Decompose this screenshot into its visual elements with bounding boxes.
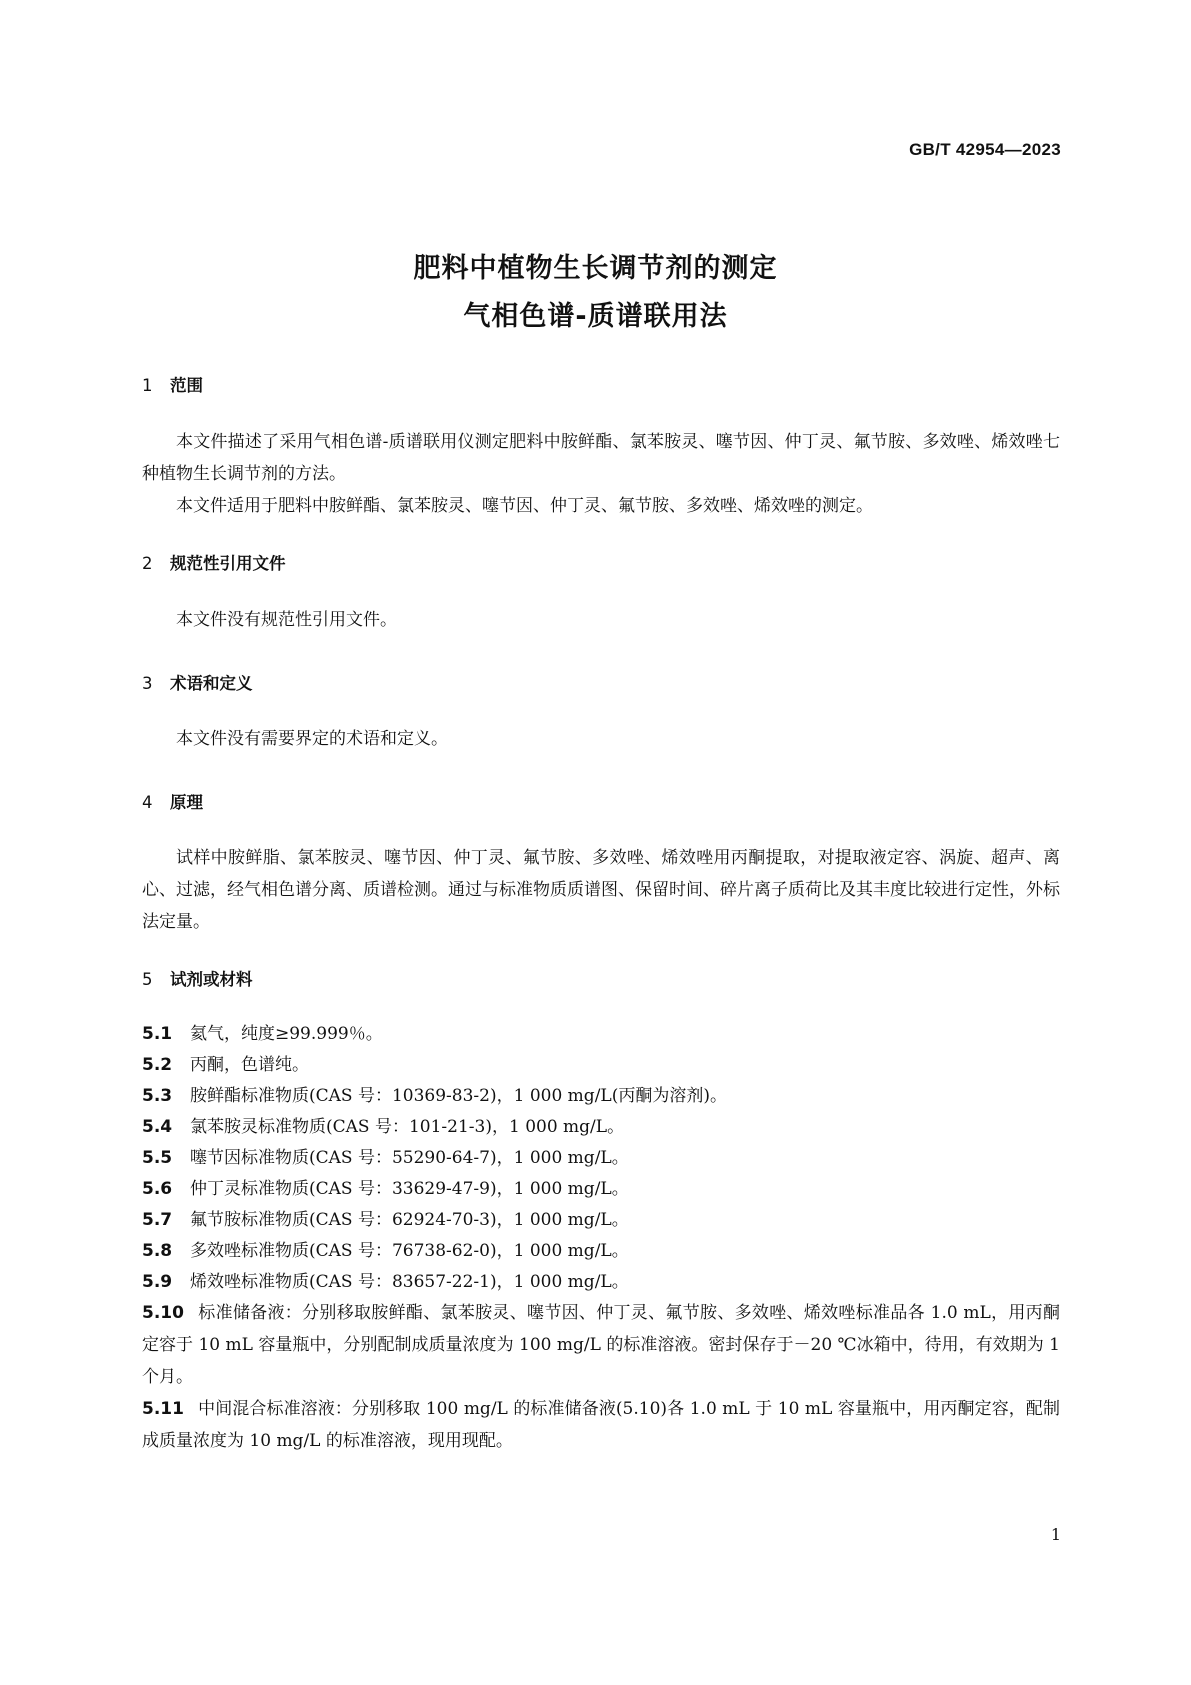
item-text: 氯苯胺灵标准物质(CAS 号：101-21-3)，1 000 mg/L。: [190, 1117, 625, 1137]
list-item: [142, 1235, 1060, 1267]
list-item: [142, 1204, 1060, 1236]
item-text: 噻节因标准物质(CAS 号：55290-64-7)，1 000 mg/L。: [190, 1148, 629, 1168]
section-title: 规范性引用文件: [170, 554, 286, 573]
item-number: 5.2: [142, 1055, 173, 1075]
item-number: 5.11: [142, 1399, 184, 1419]
section-heading-reagents: [142, 966, 253, 990]
item-number: 5.9: [142, 1272, 173, 1292]
item-number: 5.1: [142, 1024, 173, 1044]
paragraph: 本文件没有规范性引用文件。: [176, 610, 397, 630]
item-text: 标准储备液：分别移取胺鲜酯、氯苯胺灵、噻节因、仲丁灵、氟节胺、多效唑、烯效唑标准品各 1.0 mL，用丙酮定容于 10 mL 容量瓶中，分别配制成质量浓度为 100 mg/L 的标准溶液。密封保存于－20 ℃冰箱中，待用，有效期为 1 个月。: [142, 1303, 1060, 1387]
item-text: 氦气，纯度≥99.999％。: [190, 1024, 383, 1044]
item-text: 氟节胺标准物质(CAS 号：62924-70-3)，1 000 mg/L。: [190, 1210, 629, 1230]
document-title-line-2: 气相色谱-质谱联用法: [463, 301, 728, 332]
item-number: 5.5: [142, 1148, 173, 1168]
list-item: [142, 1266, 1060, 1298]
section-number: 5: [142, 970, 153, 989]
item-number: 5.4: [142, 1117, 173, 1137]
item-number: 5.7: [142, 1210, 173, 1230]
item-number: 5.6: [142, 1179, 173, 1199]
list-item: [142, 1080, 1060, 1112]
item-text: 烯效唑标准物质(CAS 号：83657-22-1)，1 000 mg/L。: [190, 1272, 629, 1292]
item-text: 胺鲜酯标准物质(CAS 号：10369-83-2)，1 000 mg/L(丙酮为溶剂)。: [190, 1086, 727, 1106]
section-title: 原理: [170, 793, 203, 812]
item-text: 中间混合标准溶液：分别移取 100 mg/L 的标准储备液(5.10)各 1.0 mL 于 10 mL 容量瓶中，用丙酮定容，配制成质量浓度为 10 mg/L 的标准溶液，现用现配。: [142, 1399, 1060, 1451]
section-title: 术语和定义: [170, 674, 253, 693]
paragraph: 本文件没有需要界定的术语和定义。: [176, 729, 448, 749]
item-number: 5.3: [142, 1086, 173, 1106]
section-title: 试剂或材料: [170, 970, 253, 989]
list-item: [142, 1393, 1060, 1457]
section-number: 1: [142, 376, 153, 395]
list-item: [142, 1297, 1060, 1393]
paragraph: 试样中胺鲜脂、氯苯胺灵、噻节因、仲丁灵、氟节胺、多效唑、烯效唑用丙酮提取，对提取液定容、涡旋、超声、离心、过滤，经气相色谱分离、质谱检测。通过与标准物质质谱图、保留时间、碎片离子质荷比及其丰度比较进行定性，外标法定量。: [142, 848, 1060, 932]
paragraph: 本文件描述了采用气相色谱-质谱联用仪测定肥料中胺鲜酯、氯苯胺灵、噻节因、仲丁灵、氟节胺、多效唑、烯效唑七种植物生长调节剂的方法。: [142, 432, 1060, 484]
section-number: 3: [142, 674, 153, 693]
section-heading-scope: [142, 372, 203, 396]
item-number: 5.8: [142, 1241, 173, 1261]
paragraph: 本文件适用于肥料中胺鲜酯、氯苯胺灵、噻节因、仲丁灵、氟节胺、多效唑、烯效唑的测定。: [176, 496, 873, 516]
list-item: [142, 1018, 1060, 1050]
list-item: [142, 1049, 1060, 1081]
item-text: 丙酮，色谱纯。: [190, 1055, 309, 1075]
section-number: 4: [142, 793, 153, 812]
page-number: 1: [1050, 1525, 1061, 1544]
item-text: 多效唑标准物质(CAS 号：76738-62-0)，1 000 mg/L。: [190, 1241, 629, 1261]
section-title: 范围: [170, 376, 203, 395]
item-number: 5.10: [142, 1303, 184, 1323]
section-heading-normative-references: [142, 550, 286, 574]
standard-number: GB/T 42954—2023: [909, 140, 1061, 159]
list-item: [142, 1142, 1060, 1174]
section-heading-principle: [142, 789, 203, 813]
document-title-line-1: 肥料中植物生长调节剂的测定: [413, 253, 778, 284]
list-item: [142, 1111, 1060, 1143]
list-item: [142, 1173, 1060, 1205]
section-heading-terms: [142, 670, 253, 694]
item-text: 仲丁灵标准物质(CAS 号：33629-47-9)，1 000 mg/L。: [190, 1179, 629, 1199]
section-number: 2: [142, 554, 153, 573]
